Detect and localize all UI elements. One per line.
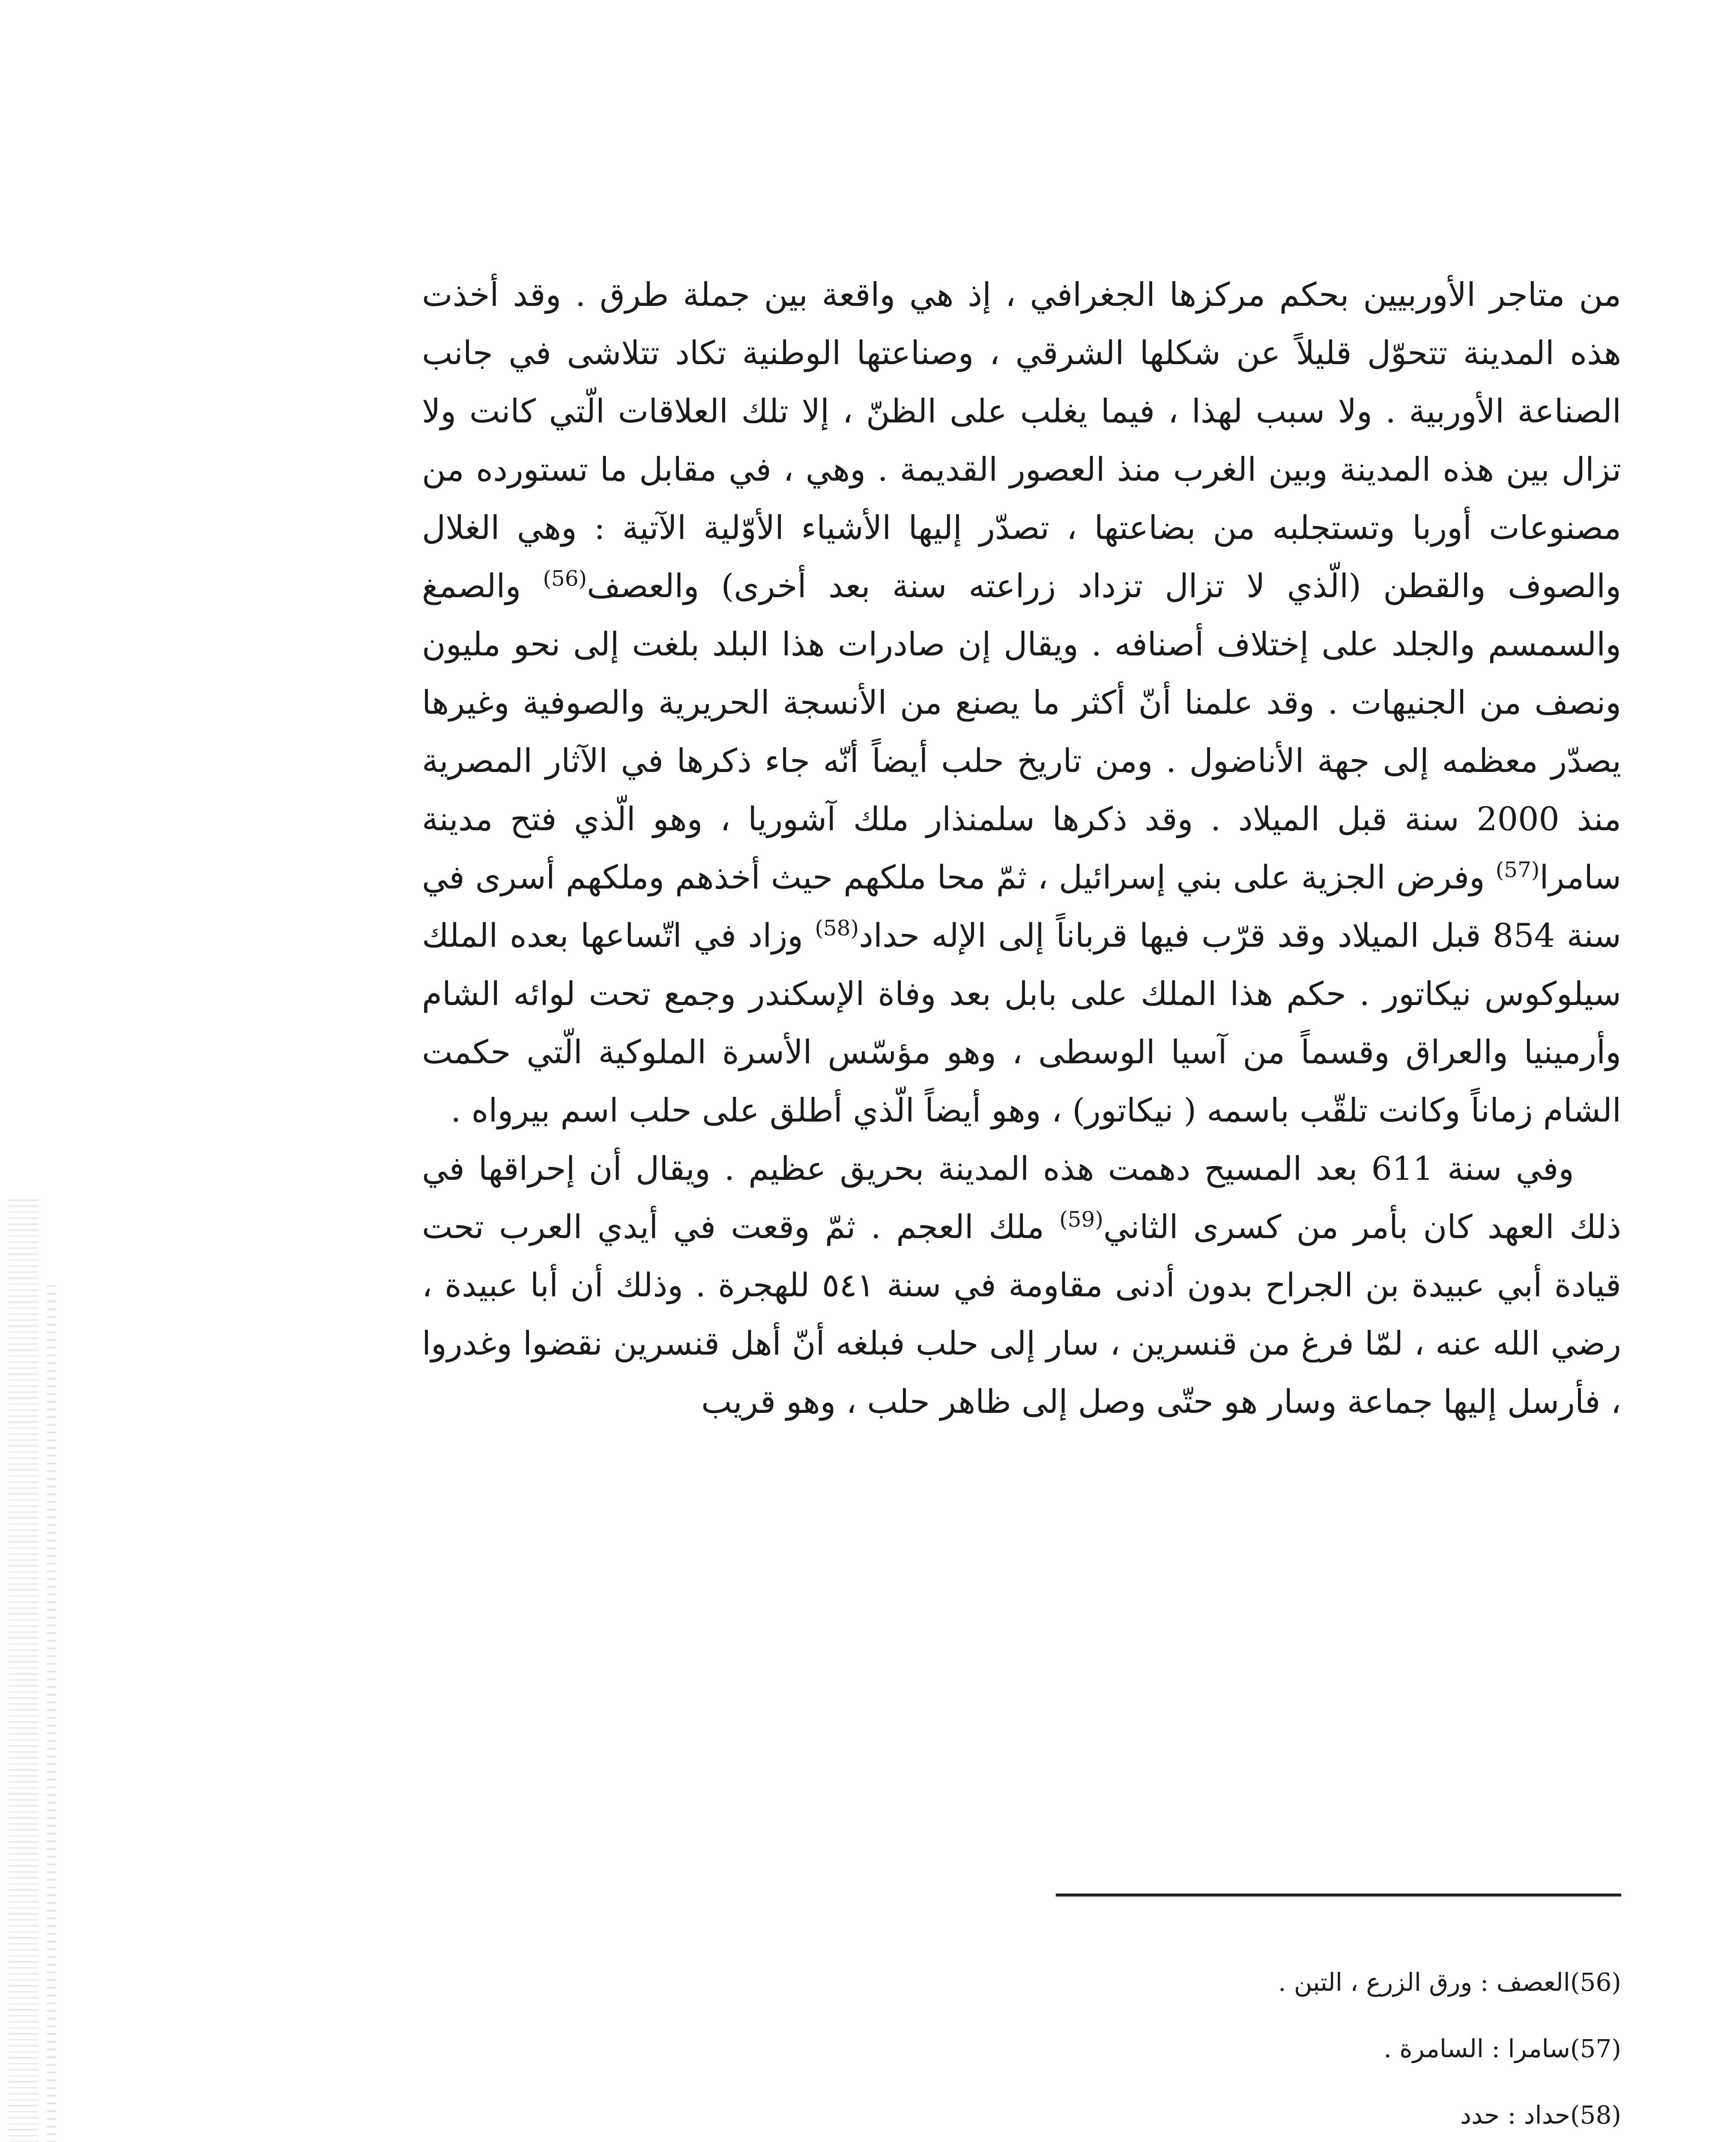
footnotes: [557, 1949, 1621, 2142]
footnote-ref-59: (59): [1059, 1207, 1103, 1232]
footnote-ref-58: (58): [815, 915, 859, 941]
paragraph-1: [422, 266, 1621, 1140]
footnote-57: (57)سامرا : السامرة .: [1383, 2034, 1621, 2063]
footnote-58: (58)حداد : حدد: [1460, 2100, 1621, 2130]
footnote-56: (56)العصف : ورق الزرع ، التبن .: [1278, 1968, 1621, 1997]
paragraph-1-part-d: وزاد في اتّساعها بعده الملك سيلوكوس نيكاتور . حكم هذا الملك على بابل بعد وفاة الإسكندر وجمع تحت لوائه الشام وأرمينيا والعراق وقسماً من آسيا الوسطى ، وهو مؤسّس الأسرة الملوكية الّتي حكمت الشام زماناً وكانت تلقّب باسمه ( نيكاتور) ، وهو أيضاً الّذي أطلق على حلب اسم بيرواه .: [422, 916, 1621, 1129]
paragraph-2-part-b: ملك العجم . ثمّ وقعت في أيدي العرب تحت قيادة أبي عبيدة بن الجراح بدون أدنى مقاومة في سنة ٥٤١ للهجرة . وذلك أن أبا عبيدة ، رضي الله عنه ، لمّا فرغ من قنسرين ، سار إلى حلب فبلغه أنّ أهل قنسرين نقضوا وغدروا ، فأرسل إليها جماعة وسار هو حتّى وصل إلى ظاهر حلب ، وهو قريب: [422, 1208, 1621, 1421]
footnote-divider: [1056, 1894, 1621, 1897]
scan-edge-artifact: [9, 1200, 39, 2142]
footnote-ref-56: (56): [543, 566, 587, 591]
paragraph-1-part-b: والصمغ والسمسم والجلد على إختلاف أصنافه . ويقال إن صادرات هذا البلد بلغت إلى نحو مليون ونصف من الجنيهات . وقد علمنا أنّ أكثر ما يصنع من الأنسجة الحريرية والصوفية وغيرها يصدّر معظمه إلى جهة الأناضول . ومن تاريخ حلب أيضاً أنّه جاء ذكرها في الآثار المصرية منذ 2000 سنة قبل الميلاد . وقد ذكرها سلمنذار ملك آشوريا ، وهو الّذي فتح مدينة سامرا: [422, 567, 1621, 896]
scan-edge-artifact-secondary: [47, 1285, 56, 2142]
body-text: [422, 266, 1621, 1936]
paragraph-1-part-c: وفرض الجزية على بني إسرائيل ، ثمّ محا ملكهم حيث أخذهم وملكهم أسرى في سنة 854 قبل الميلاد وقد قرّب فيها قرباناً إلى الإله حداد: [422, 858, 1621, 954]
footnote-ref-57: (57): [1495, 857, 1540, 883]
paragraph-2-part-a: وفي سنة 611 بعد المسيح دهمت هذه المدينة بحريق عظيم . ويقال أن إحراقها في ذلك العهد كان بأمر من كسرى الثاني: [422, 1149, 1621, 1246]
paragraph-1-part-a: من متاجر الأوربيين بحكم مركزها الجغرافي ، إذ هي واقعة بين جملة طرق . وقد أخذت هذه المدينة تتحوّل قليلاً عن شكلها الشرقي ، وصناعتها الوطنية تكاد تتلاشى في جانب الصناعة الأوربية . ولا سبب لهذا ، فيما يغلب على الظنّ ، إلا تلك العلاقات الّتي كانت ولا تزال بين هذه المدينة وبين الغرب منذ العصور القديمة . وهي ، في مقابل ما تستورده من مصنوعات أوربا وتستجلبه من بضاعتها ، تصدّر إليها الأشياء الأوّلية الآتية : وهي الغلال والصوف والقطن (الّذي لا تزال تزداد زراعته سنة بعد أخرى) والعصف: [422, 275, 1621, 605]
paragraph-2: [422, 1140, 1621, 1431]
